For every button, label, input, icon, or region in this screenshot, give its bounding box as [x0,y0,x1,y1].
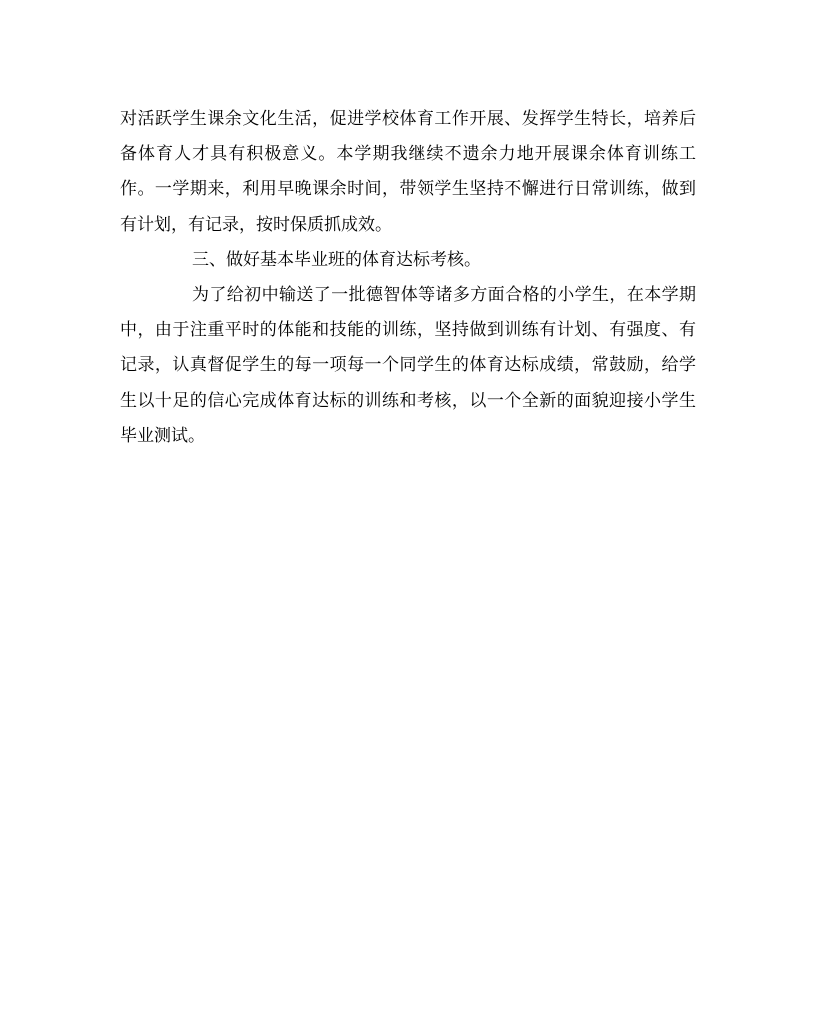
document-body [120,102,696,454]
paragraph-body: 为了给初中输送了一批德智体等诸多方面合格的小学生，在本学期中，由于注重平时的体能和技能的训练，坚持做到训练有计划、有强度、有记录，认真督促学生的每一项每一个同学生的体育达标成绩，常鼓励，给学生以十足的信心完成体育达标的训练和考核，以一个全新的面貌迎接小学生毕业测试。 [120,285,696,446]
paragraph-continuation: 对活跃学生课余文化生活，促进学校体育工作开展、发挥学生特长，培养后备体育人才具有积极意义。本学期我继续不遗余力地开展课余体育训练工作。一学期来，利用早晚课余时间，带领学生坚持不懈进行日常训练，做到有计划，有记录，按时保质抓成效。 [120,109,696,235]
section-heading: 三、做好基本毕业班的体育达标考核。 [192,249,481,270]
